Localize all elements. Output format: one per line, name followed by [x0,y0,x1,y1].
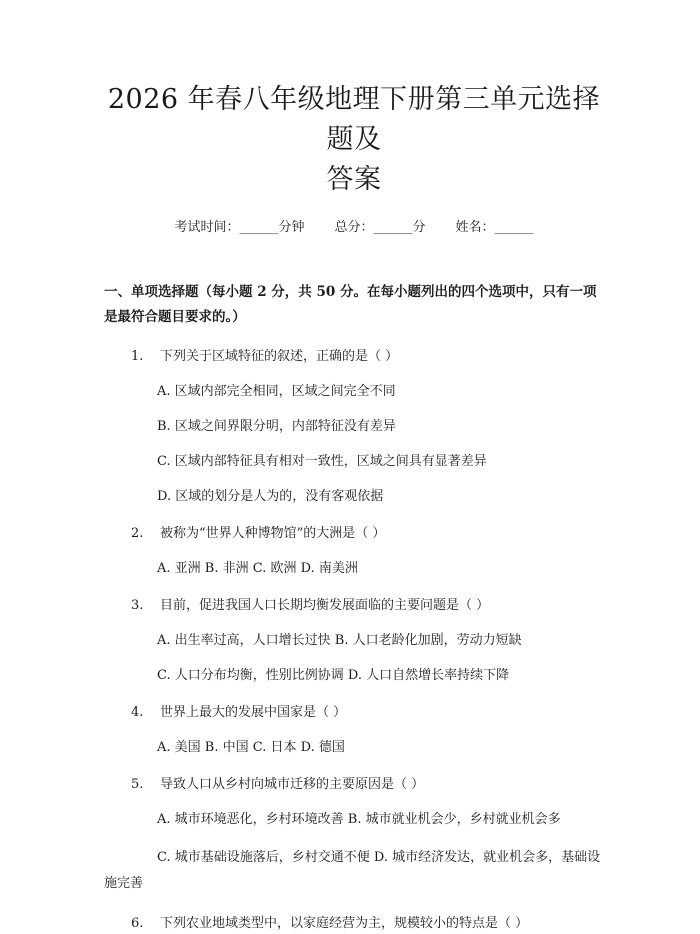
question-1-option-d: D. 区域的划分是人为的，没有客观依据 [157,489,384,504]
question-5 [104,775,604,795]
title-line-1: 2026 年春八年级地理下册第三单元选择题及 [107,84,601,155]
question-4 [104,703,604,723]
question-3-options-cd: C. 人口分布均衡，性别比例协调 D. 人口自然增长率持续下降 [157,668,510,683]
question-stem: 世界上最大的发展中国家是（ ） [160,705,347,720]
total-score-field: 总分：______分 [334,220,426,235]
question-stem: 下列农业地域类型中，以家庭经营为主，规模较小的特点是（ ） [160,916,529,931]
question-number: 6. [131,916,144,931]
question-3 [104,596,604,616]
question-5-options-cd: C. 城市基础设施落后，乡村交通不便 D. 城市经济发达，就业机会多，基础设施完善 [104,850,601,891]
question-1-option-b: B. 区域之间界限分明，内部特征没有差异 [157,419,396,434]
question-number: 3. [131,598,144,613]
question-number: 1. [131,349,144,364]
page-title [104,0,604,200]
question-2 [104,524,604,544]
question-stem: 导致人口从乡村向城市迁移的主要原因是（ ） [160,777,425,792]
question-stem: 被称为“世界人种博物馆”的大洲是（ ） [160,526,386,541]
question-3-options-ab: A. 出生率过高，人口增长过快 B. 人口老龄化加剧，劳动力短缺 [157,633,522,648]
question-5-options-ab: A. 城市环境恶化，乡村环境改善 B. 城市就业机会少，乡村就业机会多 [157,812,561,827]
question-4-options: A. 美国 B. 中国 C. 日本 D. 德国 [157,740,345,755]
question-1-option-a: A. 区域内部完全相同，区域之间完全不同 [157,384,396,399]
question-stem: 目前，促进我国人口长期均衡发展面临的主要问题是（ ） [160,598,490,613]
question-1-option-c: C. 区域内部特征具有相对一致性，区域之间具有显著差异 [157,454,487,469]
section-heading: 一、单项选择题（每小题 2 分，共 50 分。在每小题列出的四个选项中，只有一项是最符合题目要求的。） [104,284,597,325]
question-2-options: A. 亚洲 B. 非洲 C. 欧洲 D. 南美洲 [157,561,358,576]
name-field: 姓名：______ [455,220,534,235]
exam-meta [104,218,604,238]
question-stem: 下列关于区域特征的叙述，正确的是（ ） [160,349,399,364]
exam-time-field: 考试时间：______分钟 [174,220,305,235]
question-number: 4. [131,705,144,720]
question-number: 2. [131,526,144,541]
question-1 [104,347,604,367]
question-6 [104,914,604,934]
title-line-2: 答案 [326,164,382,195]
question-number: 5. [131,777,144,792]
